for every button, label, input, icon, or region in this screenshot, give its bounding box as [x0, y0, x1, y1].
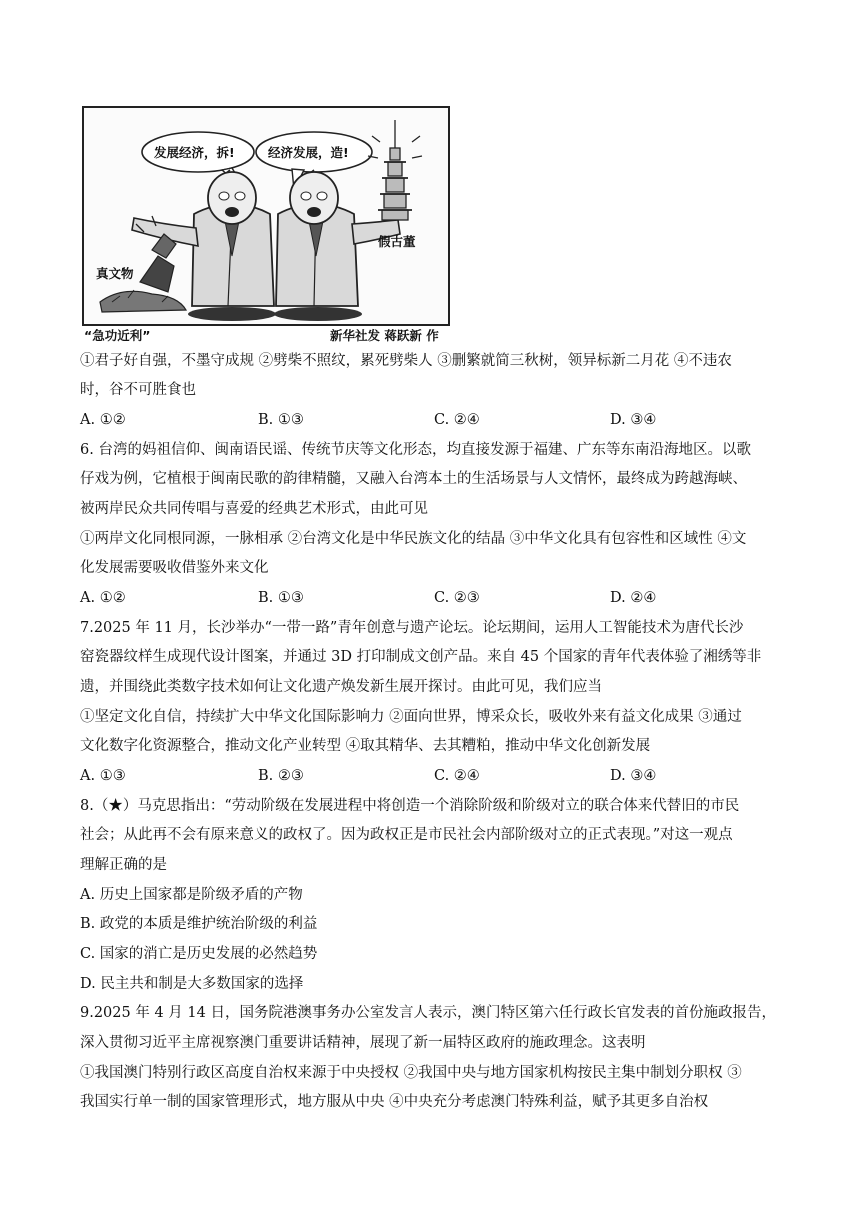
q8-option-c: C. 国家的消亡是历史发展的必然趋势 — [80, 946, 318, 962]
q7-stem-line: ①坚定文化自信，持续扩大中华文化国际影响力 ②面向世界，博采众长，吸收外来有益文化成果 ③通过 — [80, 709, 742, 725]
cartoon-credit: 新华社发 蒋跃新 作 — [330, 328, 439, 343]
q8-stem-line: 社会；从此再不会有原来意义的政权了。因为政权正是市民社会内部阶级对立的正式表现。”对这一观点 — [80, 827, 733, 843]
q7-stem-line: 遗，并围绕此类数字技术如何让文化遗产焕发新生展开探讨。由此可见，我们应当 — [80, 679, 602, 695]
q5-option-d: D. ③④ — [610, 412, 657, 428]
q8-option-a: A. 历史上国家都是阶级矛盾的产物 — [80, 887, 303, 903]
q6-option-b: B. ①③ — [258, 590, 304, 606]
q6-option-d: D. ②④ — [610, 590, 657, 606]
q6-stem-line: 6. 台湾的妈祖信仰、闽南语民谣、传统节庆等文化形态，均直接发源于福建、广东等东南沿海地区。以歌 — [80, 442, 751, 458]
q7-stem-line: 文化数字化资源整合，推动文化产业转型 ④取其精华、去其糟粕，推动中华文化创新发展 — [80, 738, 651, 754]
speech-bubble-left: 发展经济，拆! — [154, 145, 235, 160]
q6-option-c: C. ②③ — [434, 590, 480, 606]
q8-option-d: D. 民主共和制是大多数国家的选择 — [80, 976, 304, 992]
q6-option-a: A. ①② — [80, 590, 126, 606]
q5-stem-line: ①君子好自强，不墨守成规 ②劈柴不照纹，累死劈柴人 ③删繁就简三秋树，领异标新二月花 ④不违农 — [80, 353, 732, 369]
q5-option-b: B. ①③ — [258, 412, 304, 428]
q5-stem-line: 时，谷不可胜食也 — [80, 382, 196, 398]
q7-stem-line: 7.2025 年 11 月，长沙举办“一带一路”青年创意与遗产论坛。论坛期间，运用人工智能技术为唐代长沙 — [80, 620, 744, 636]
q7-option-a: A. ①③ — [80, 768, 126, 784]
q6-stem-line: 被两岸民众共同传唱与喜爱的经典艺术形式，由此可见 — [80, 501, 428, 517]
q5-options — [80, 410, 780, 430]
q7-option-b: B. ②③ — [258, 768, 304, 784]
q6-stem-line: 化发展需要吸收借鉴外来文化 — [80, 560, 269, 576]
q8-stem-line: 8.（★）马克思指出：“劳动阶级在发展进程中将创造一个消除阶级和阶级对立的联合体来代替旧的市民 — [80, 798, 740, 814]
q8-option-b: B. 政党的本质是维护统治阶级的利益 — [80, 916, 318, 932]
q9-stem-line: 深入贯彻习近平主席视察澳门重要讲话精神，展现了新一届特区政府的施政理念。这表明 — [80, 1035, 646, 1051]
q7-option-d: D. ③④ — [610, 768, 657, 784]
q6-stem-line: ①两岸文化同根同源，一脉相承 ②台湾文化是中华民族文化的结晶 ③中华文化具有包容性和区域性 ④文 — [80, 531, 747, 547]
q6-stem-line: 仔戏为例，它植根于闽南民歌的韵律精髓，又融入台湾本土的生活场景与人文情怀，最终成为跨越海峡、 — [80, 471, 747, 487]
cartoon-title: “急功近利” — [84, 328, 151, 343]
q8-stem-line: 理解正确的是 — [80, 857, 167, 873]
q9-stem-line: 9.2025 年 4 月 14 日，国务院港澳事务办公室发言人表示，澳门特区第六任行政长官发表的首份施政报告， — [80, 1005, 776, 1021]
q9-stem-line: ①我国澳门特别行政区高度自治权来源于中央授权 ②我国中央与地方国家机构按民主集中制划分职权 ③ — [80, 1065, 742, 1081]
cartoon-figure — [82, 106, 450, 326]
label-fake-antique: 假古董 — [378, 234, 416, 249]
label-real-antique: 真文物 — [96, 266, 134, 281]
q7-option-c: C. ②④ — [434, 768, 480, 784]
q9-stem-line: 我国实行单一制的国家管理形式，地方服从中央 ④中央充分考虑澳门特殊利益，赋予其更多自治权 — [80, 1094, 709, 1110]
q6-options — [80, 588, 780, 608]
q7-stem-line: 窑瓷器纹样生成现代设计图案，并通过 3D 打印制成文创产品。来自 45 个国家的青年代表体验了湘绣等非 — [80, 649, 762, 665]
cartoon-illustration — [82, 106, 450, 326]
q5-option-c: C. ②④ — [434, 412, 480, 428]
q7-options — [80, 766, 780, 786]
q5-option-a: A. ①② — [80, 412, 126, 428]
speech-bubble-right: 经济发展，造! — [268, 145, 349, 160]
